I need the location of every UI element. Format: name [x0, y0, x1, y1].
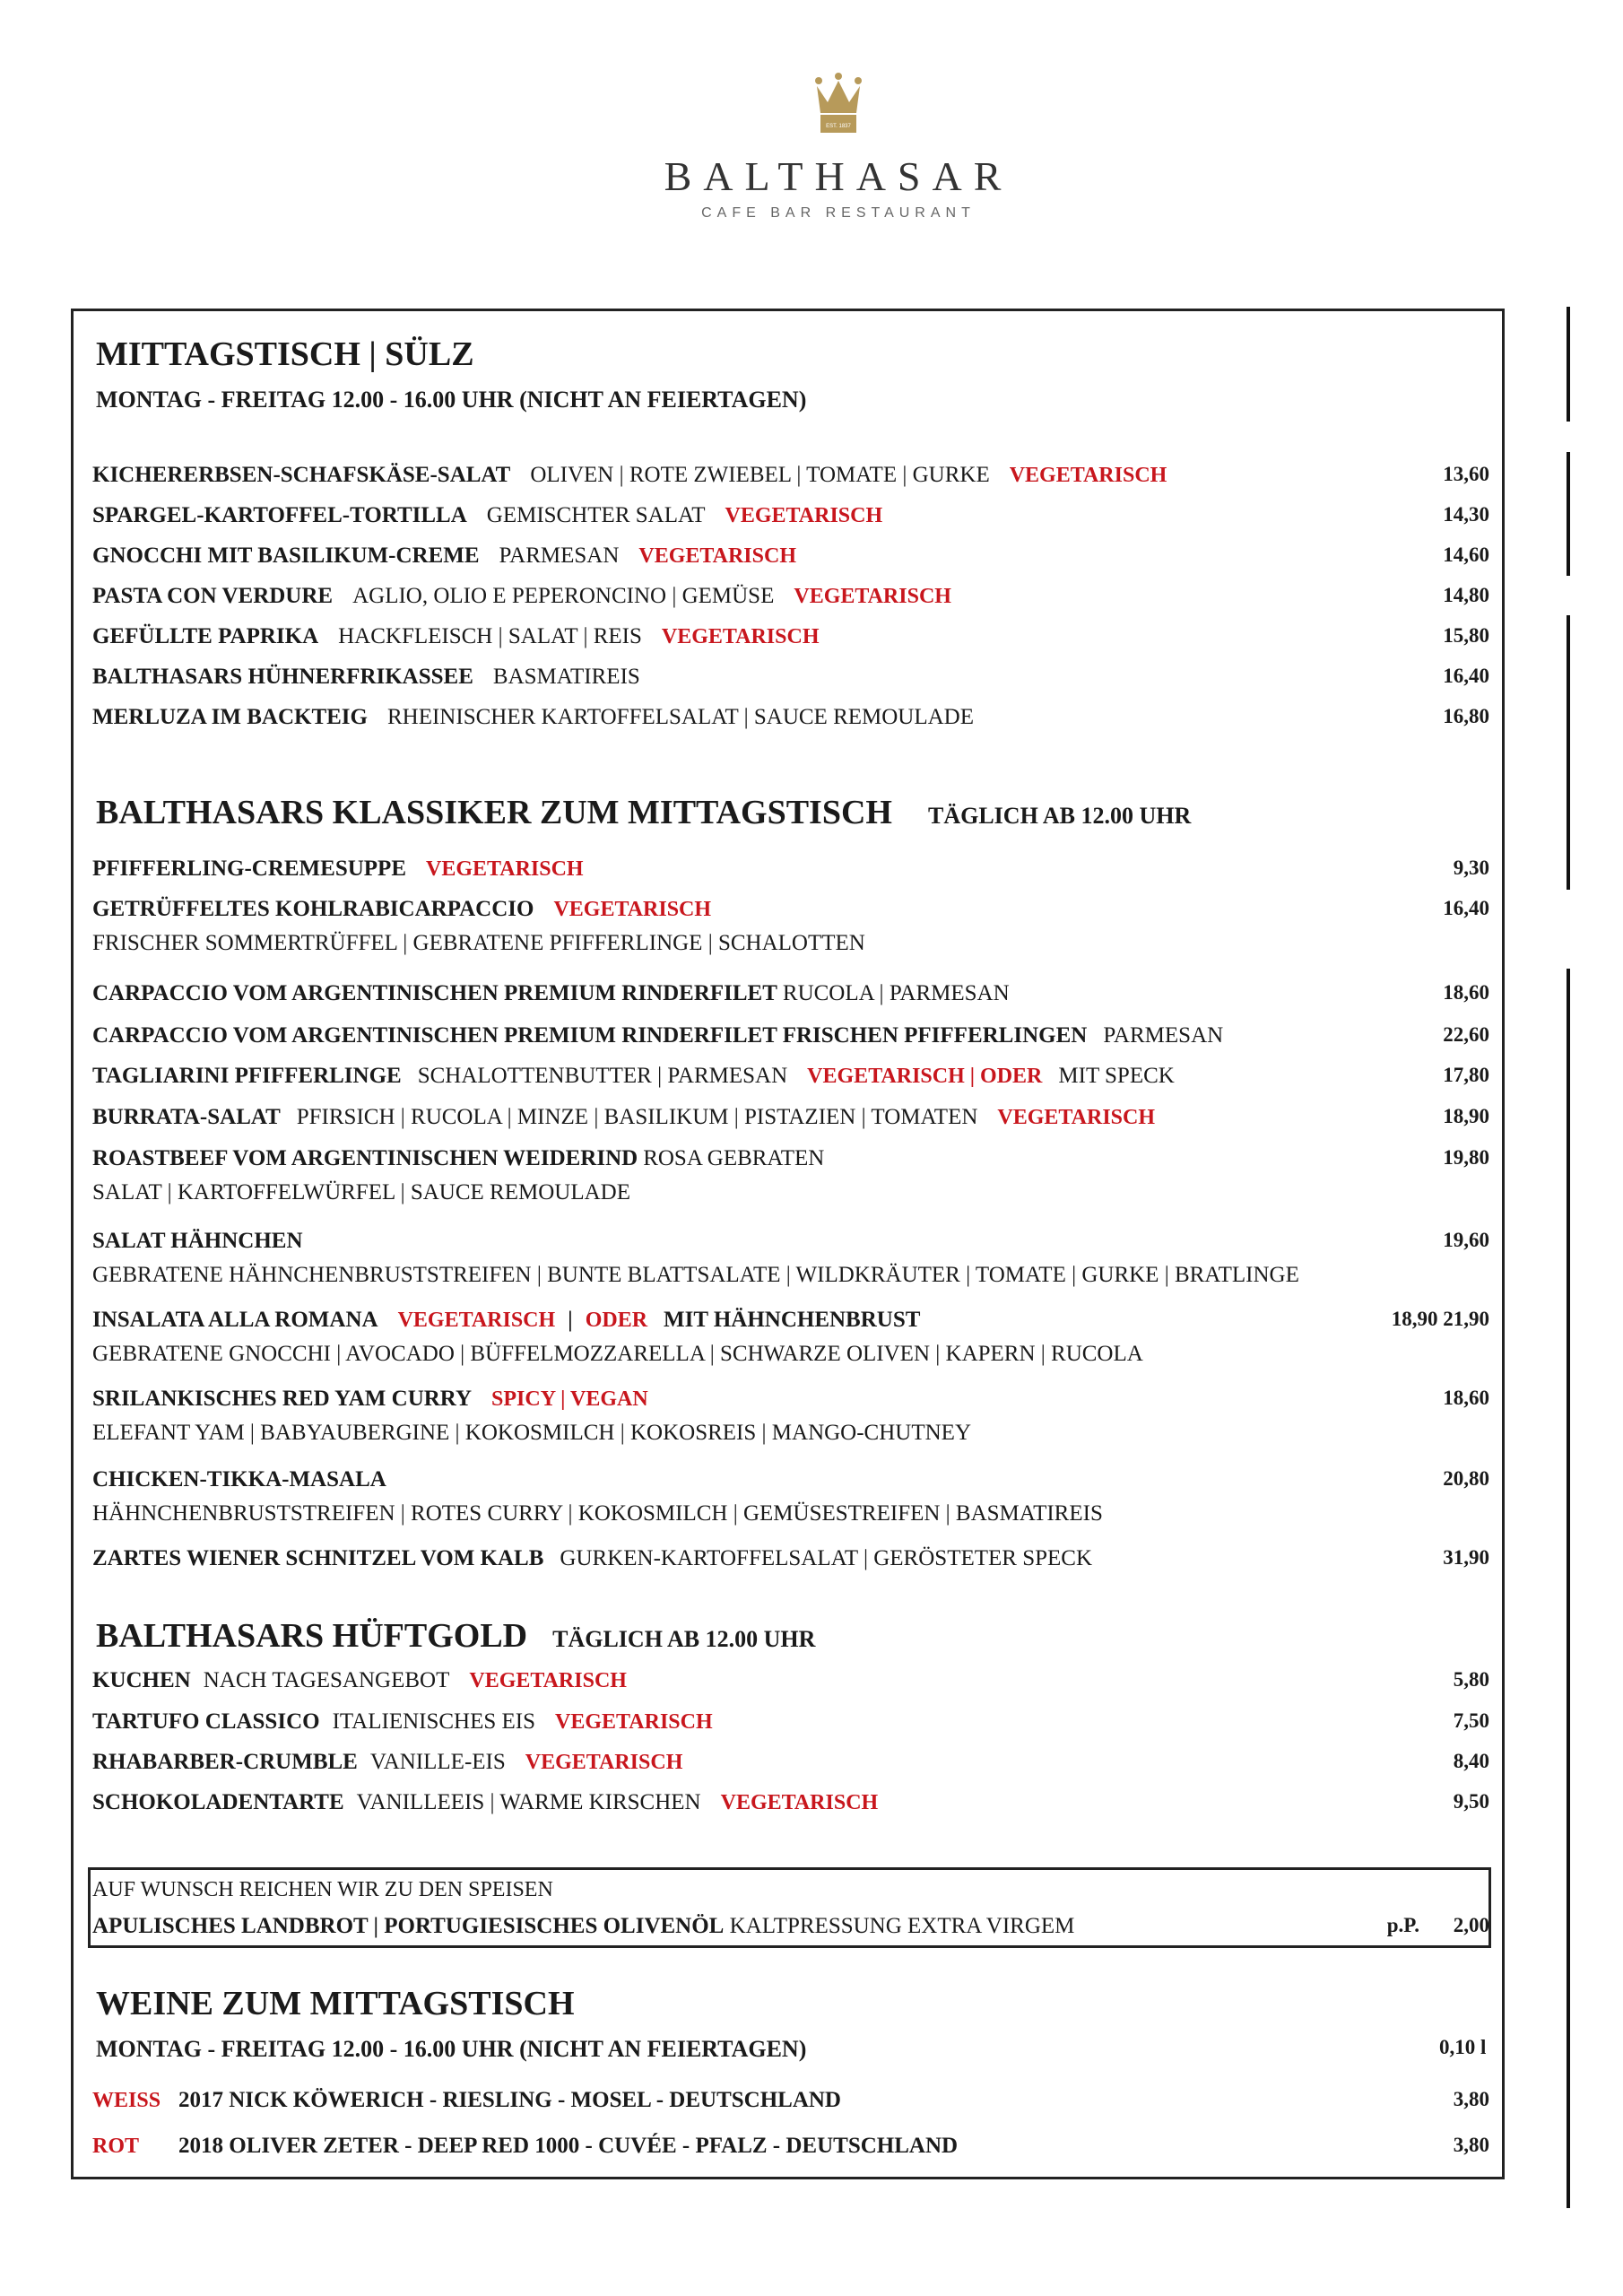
item-name: SPARGEL-KARTOFFEL-TORTILLA: [92, 503, 467, 527]
wine-name: 2018 OLIVER ZETER - DEEP RED 1000 - CUVÉE - PFALZ - DEUTSCHLAND: [178, 2134, 959, 2158]
item-name: KICHERERBSEN-SCHAFSKÄSE-SALAT: [92, 463, 511, 487]
menu-item: [92, 624, 1489, 649]
bread-desc: KALTPRESSUNG EXTRA VIRGEM: [729, 1914, 1075, 1938]
item-price: 14,30: [1443, 503, 1489, 526]
menu-item: [92, 1668, 1489, 1693]
item-extra: MIT HÄHNCHENBRUST: [664, 1308, 921, 1332]
section-note: TÄGLICH AB 12.00 UHR: [552, 1626, 816, 1652]
section-header: [96, 1616, 815, 1656]
item-price: 16,40: [1443, 665, 1489, 687]
item-desc: ROSA GEBRATEN: [643, 1146, 825, 1170]
item-name: ZARTES WIENER SCHNITZEL VOM KALB: [92, 1546, 544, 1570]
menu-item: [92, 1546, 1489, 1571]
menu-item: [92, 1064, 1489, 1089]
wine-name: 2017 NICK KÖWERICH - RIESLING - MOSEL - DEUTSCHLAND: [178, 2088, 841, 2112]
menu-item: [92, 897, 1489, 922]
diet-tag: VEGETARISCH: [553, 898, 712, 921]
item-desc: NACH TAGESANGEBOT: [203, 1668, 450, 1692]
menu-item: [92, 1105, 1489, 1130]
item-price: 18,90 21,90: [1391, 1308, 1489, 1330]
item-name: CARPACCIO VOM ARGENTINISCHEN PREMIUM RINDERFILET: [92, 981, 777, 1005]
item-name: SALAT HÄHNCHEN: [92, 1229, 303, 1253]
item-price: 9,30: [1453, 857, 1489, 879]
logo: [0, 72, 1623, 222]
item-name: TAGLIARINI PFIFFERLINGE: [92, 1064, 402, 1088]
section-title: BALTHASARS KLASSIKER ZUM MITTAGSTISCH: [96, 794, 892, 831]
menu-item: [92, 665, 1489, 690]
item-desc: BASMATIREIS: [492, 665, 640, 689]
item-price: 16,80: [1443, 705, 1489, 727]
section-header: [96, 793, 1191, 832]
side-divider: [1567, 969, 1570, 2208]
item-name: SRILANKISCHES RED YAM CURRY: [92, 1387, 473, 1411]
item-name: TARTUFO CLASSICO: [92, 1709, 320, 1734]
diet-tag: VEGETARISCH: [997, 1106, 1155, 1129]
item-extra: MIT SPECK: [1058, 1064, 1175, 1088]
item-price: 19,60: [1443, 1229, 1489, 1251]
item-name: PFIFFERLING-CREMESUPPE: [92, 857, 406, 881]
menu-item: [92, 1709, 1489, 1735]
section-title: WEINE ZUM MITTAGSTISCH: [96, 1985, 575, 2022]
diet-tag: VEGETARISCH: [720, 1791, 879, 1814]
item-name: KUCHEN: [92, 1668, 191, 1692]
diet-tag: VEGETARISCH: [426, 857, 584, 881]
item-price: 15,80: [1443, 624, 1489, 647]
item-price: 20,80: [1443, 1467, 1489, 1490]
item-name: RHABARBER-CRUMBLE: [92, 1750, 358, 1774]
brand-name: BALTHASAR: [664, 153, 1013, 199]
item-name: SCHOKOLADENTARTE: [92, 1790, 344, 1814]
item-name: GEFÜLLTE PAPRIKA: [92, 624, 319, 648]
wine-color: WEISS: [92, 2089, 161, 2112]
menu-item: [92, 1146, 1489, 1171]
item-price: 18,90: [1443, 1105, 1489, 1127]
wine-item: [92, 2134, 1489, 2159]
item-price: 5,80: [1453, 1668, 1489, 1691]
item-name: INSALATA ALLA ROMANA: [92, 1308, 378, 1332]
item-subline: GEBRATENE HÄHNCHENBRUSTSTREIFEN | BUNTE BLATTSALATE | WILDKRÄUTER | TOMATE | GURKE | BRATLINGE: [92, 1263, 1299, 1287]
menu-item: [92, 463, 1489, 488]
item-name: BURRATA-SALAT: [92, 1105, 281, 1129]
item-desc: SCHALOTTENBUTTER | PARMESAN: [417, 1064, 788, 1088]
brand-tagline: CAFE BAR RESTAURANT: [701, 205, 976, 221]
menu-item: [92, 544, 1489, 569]
side-divider: [1567, 452, 1570, 576]
diet-tag: VEGETARISCH: [638, 544, 796, 568]
section-title: BALTHASARS HÜFTGOLD: [96, 1617, 528, 1655]
item-subline: GEBRATENE GNOCCHI | AVOCADO | BÜFFELMOZZARELLA | SCHWARZE OLIVEN | KAPERN | RUCOLA: [92, 1342, 1143, 1366]
item-desc: PARMESAN: [499, 544, 620, 568]
item-price: 14,60: [1443, 544, 1489, 566]
crown-text: EST. 1837: [826, 124, 851, 129]
menu-item: [92, 1750, 1489, 1775]
item-name: ROASTBEEF VOM ARGENTINISCHEN WEIDERIND: [92, 1146, 638, 1170]
menu-item: [92, 1387, 1489, 1412]
diet-tag: VEGETARISCH | ODER: [807, 1065, 1043, 1088]
menu-item: [92, 1790, 1489, 1815]
menu-item: [92, 1229, 1489, 1254]
item-price: 31,90: [1443, 1546, 1489, 1569]
menu-item: [92, 584, 1489, 609]
menu-item: [92, 1467, 1489, 1492]
item-subline: ELEFANT YAM | BABYAUBERGINE | KOKOSMILCH | KOKOSREIS | MANGO-CHUTNEY: [92, 1421, 971, 1445]
separator: |: [568, 1308, 573, 1332]
item-price: 7,50: [1453, 1709, 1489, 1732]
section-note: TÄGLICH AB 12.00 UHR: [927, 803, 1192, 829]
menu-item: [92, 705, 1489, 730]
item-desc: OLIVEN | ROTE ZWIEBEL | TOMATE | GURKE: [530, 463, 990, 487]
item-price: 19,80: [1443, 1146, 1489, 1169]
bread-unit: p.P.: [1386, 1914, 1419, 1936]
item-desc: RUCOLA | PARMESAN: [782, 981, 1010, 1005]
item-price: 17,80: [1443, 1064, 1489, 1086]
item-subline: FRISCHER SOMMERTRÜFFEL | GEBRATENE PFIFFERLINGE | SCHALOTTEN: [92, 931, 865, 955]
side-divider: [1567, 615, 1570, 890]
bread-name: APULISCHES LANDBROT | PORTUGIESISCHES OLIVENÖL: [92, 1914, 725, 1938]
crown-icon: [813, 72, 864, 136]
diet-tag: VEGETARISCH: [469, 1669, 627, 1692]
item-price: 22,60: [1443, 1023, 1489, 1046]
item-name: CHICKEN-TIKKA-MASALA: [92, 1467, 386, 1492]
item-name: PASTA CON VERDURE: [92, 584, 334, 608]
item-desc: PARMESAN: [1103, 1023, 1224, 1048]
item-name: CARPACCIO VOM ARGENTINISCHEN PREMIUM RINDERFILET FRISCHEN PFIFFERLINGEN: [92, 1023, 1088, 1048]
section-subtitle: MONTAG - FREITAG 12.00 - 16.00 UHR (NICHT AN FEIERTAGEN): [96, 387, 807, 413]
diet-tag: VEGETARISCH: [555, 1710, 713, 1734]
item-desc: AGLIO, OLIO E PEPERONCINO | GEMÜSE: [352, 584, 775, 608]
item-subline: HÄHNCHENBRUSTSTREIFEN | ROTES CURRY | KOKOSMILCH | GEMÜSESTREIFEN | BASMATIREIS: [92, 1501, 1103, 1526]
menu-item: [92, 503, 1489, 528]
section-subtitle: MONTAG - FREITAG 12.00 - 16.00 UHR (NICHT AN FEIERTAGEN): [96, 2036, 807, 2062]
item-price: 9,50: [1453, 1790, 1489, 1813]
item-desc: HACKFLEISCH | SALAT | REIS: [338, 624, 642, 648]
diet-tag: ODER: [585, 1309, 648, 1332]
item-desc: GEMISCHTER SALAT: [486, 503, 706, 527]
bread-row: [92, 1914, 1489, 1939]
wine-size: 0,10 l: [1439, 2036, 1487, 2058]
diet-tag: VEGETARISCH: [794, 585, 951, 608]
item-desc: GURKEN-KARTOFFELSALAT | GERÖSTETER SPECK: [560, 1546, 1093, 1570]
diet-tag: VEGETARISCH: [661, 625, 820, 648]
diet-tag: VEGETARISCH: [525, 1751, 683, 1774]
menu-item: [92, 1308, 1489, 1333]
menu-item: [92, 1023, 1489, 1048]
item-desc: VANILLEEIS | WARME KIRSCHEN: [356, 1790, 701, 1814]
item-price: 8,40: [1453, 1750, 1489, 1772]
wine-price: 3,80: [1453, 2134, 1489, 2156]
diet-tag: VEGETARISCH: [1009, 464, 1167, 487]
item-subline: SALAT | KARTOFFELWÜRFEL | SAUCE REMOULADE: [92, 1180, 630, 1205]
item-price: 14,80: [1443, 584, 1489, 606]
item-price: 18,60: [1443, 981, 1489, 1004]
item-desc: VANILLE-EIS: [369, 1750, 506, 1774]
side-divider: [1567, 307, 1570, 422]
wine-color: ROT: [92, 2135, 140, 2158]
bread-price: 2,00: [1453, 1914, 1489, 1936]
item-name: GNOCCHI MIT BASILIKUM-CREME: [92, 544, 480, 568]
item-desc: RHEINISCHER KARTOFFELSALAT | SAUCE REMOULADE: [386, 705, 975, 729]
item-price: 16,40: [1443, 897, 1489, 919]
diet-tag: VEGETARISCH: [397, 1309, 556, 1332]
diet-tag: VEGETARISCH: [725, 504, 883, 527]
item-price: 18,60: [1443, 1387, 1489, 1409]
diet-tag: SPICY | VEGAN: [491, 1387, 648, 1411]
bread-intro: AUF WUNSCH REICHEN WIR ZU DEN SPEISEN: [92, 1878, 553, 1901]
menu-item: [92, 981, 1489, 1006]
item-name: BALTHASARS HÜHNERFRIKASSEE: [92, 665, 473, 689]
item-desc: PFIRSICH | RUCOLA | MINZE | BASILIKUM | PISTAZIEN | TOMATEN: [296, 1105, 978, 1129]
item-price: 13,60: [1443, 463, 1489, 485]
item-name: MERLUZA IM BACKTEIG: [92, 705, 368, 729]
wine-price: 3,80: [1453, 2088, 1489, 2110]
item-desc: ITALIENISCHES EIS: [332, 1709, 536, 1734]
wine-item: [92, 2088, 1489, 2113]
item-name: GETRÜFFELTES KOHLRABICARPACCIO: [92, 897, 534, 921]
menu-item: [92, 857, 1489, 882]
section-title: MITTAGSTISCH | SÜLZ: [96, 335, 474, 373]
